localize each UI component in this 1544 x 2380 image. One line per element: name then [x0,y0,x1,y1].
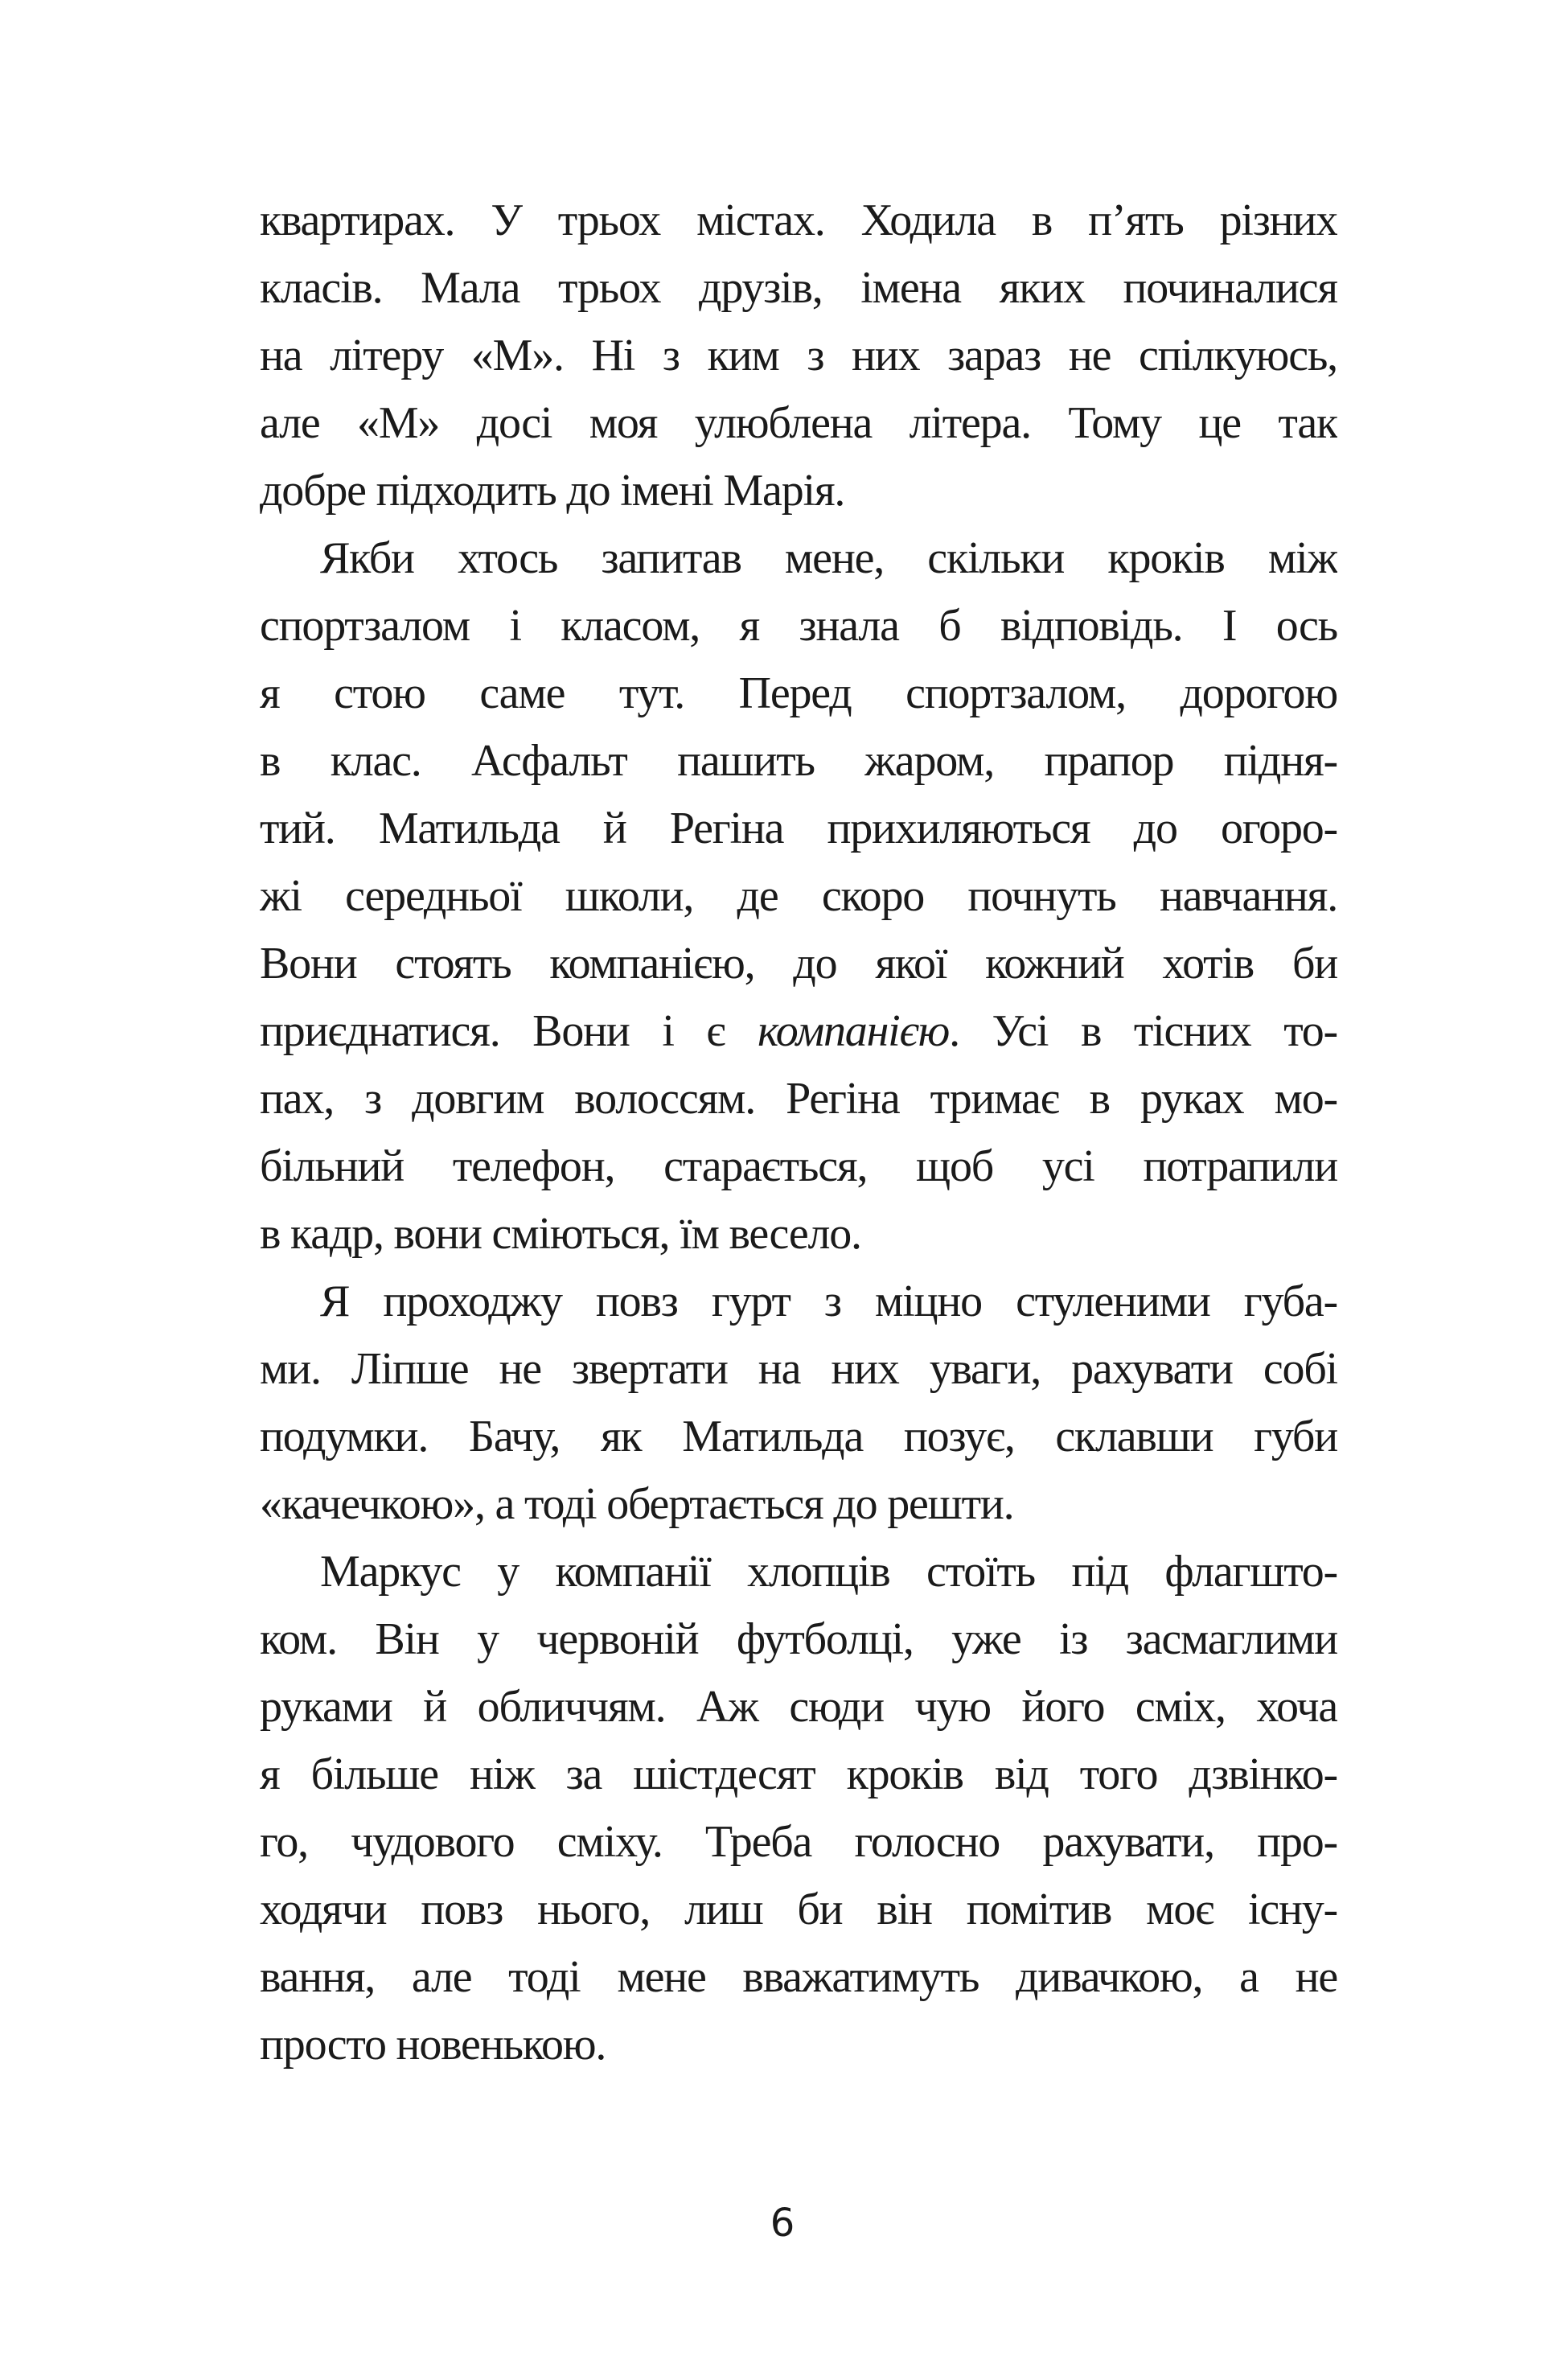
text-line: го, чудового сміху. Треба голосно рахувати, про- [260,1817,1337,1867]
text-line: просто новенькою. [260,2020,606,2070]
text-line: я стою саме тут. Перед спортзалом, дорогою [260,668,1337,718]
text-line: в кадр, вони сміються, їм весело. [260,1209,861,1259]
text-line: подумки. Бачу, як Матильда позує, склавши губи [260,1412,1337,1461]
text-line: ми. Ліпше не звертати на них уваги, рахувати собі [260,1344,1337,1394]
body-text [260,187,1337,2078]
paragraph-first-line: Я проходжу повз гурт з міцно стуленими губа- [320,1276,1337,1326]
text-line: вання, але тоді мене вважатимуть дивачкою, а не [260,1952,1337,2002]
text-line: ком. Він у червоній футболці, уже із засмаглими [260,1614,1337,1664]
text-line: квартирах. У трьох містах. Ходила в п’ять різних [260,195,1337,245]
text-line: в клас. Асфальт пашить жаром, прапор підня- [260,736,1337,786]
paragraph-first-line: Маркус у компанії хлопців стоїть під флагшто- [320,1547,1337,1597]
emphasized-word: компанією [757,1006,950,1056]
text-line: на літеру «М». Ні з ким з них зараз не спілкуюсь, [260,331,1337,380]
text-line: руками й обличчям. Аж сюди чую його сміх, хоча [260,1682,1337,1732]
text-line: добре підходить до імені Марія. [260,466,845,516]
text-line: більний телефон, старається, щоб усі потрапили [260,1141,1337,1191]
line-text-before: приєднатися. Вони і є [260,1006,758,1056]
text-line-with-emphasis [260,997,1337,1065]
text-line: я більше ніж за шістдесят кроків від того дзвінко- [260,1749,1337,1799]
paragraph-first-line: Якби хтось запитав мене, скільки кроків між [320,533,1337,583]
text-line: Вони стоять компанією, до якої кожний хотів би [260,939,1337,989]
text-line: ходячи повз нього, лиш би він помітив моє існу- [260,1885,1337,1934]
page-number: 6 [770,2201,795,2246]
text-line: але «М» досі моя улюблена літера. Тому це так [260,398,1337,448]
line-text-after: . Усі в тісних то- [949,1006,1337,1056]
text-line: жі середньої школи, де скоро почнуть навчання. [260,871,1337,921]
text-line: спортзалом і класом, я знала б відповідь. І ось [260,601,1337,651]
text-line: тий. Матильда й Регіна прихиляються до огоро- [260,804,1337,853]
text-line: «качечкою», а тоді обертається до решти. [260,1479,1014,1529]
text-line: пах, з довгим волоссям. Регіна тримає в руках мо- [260,1074,1337,1124]
text-line: класів. Мала трьох друзів, імена яких починалися [260,263,1337,313]
